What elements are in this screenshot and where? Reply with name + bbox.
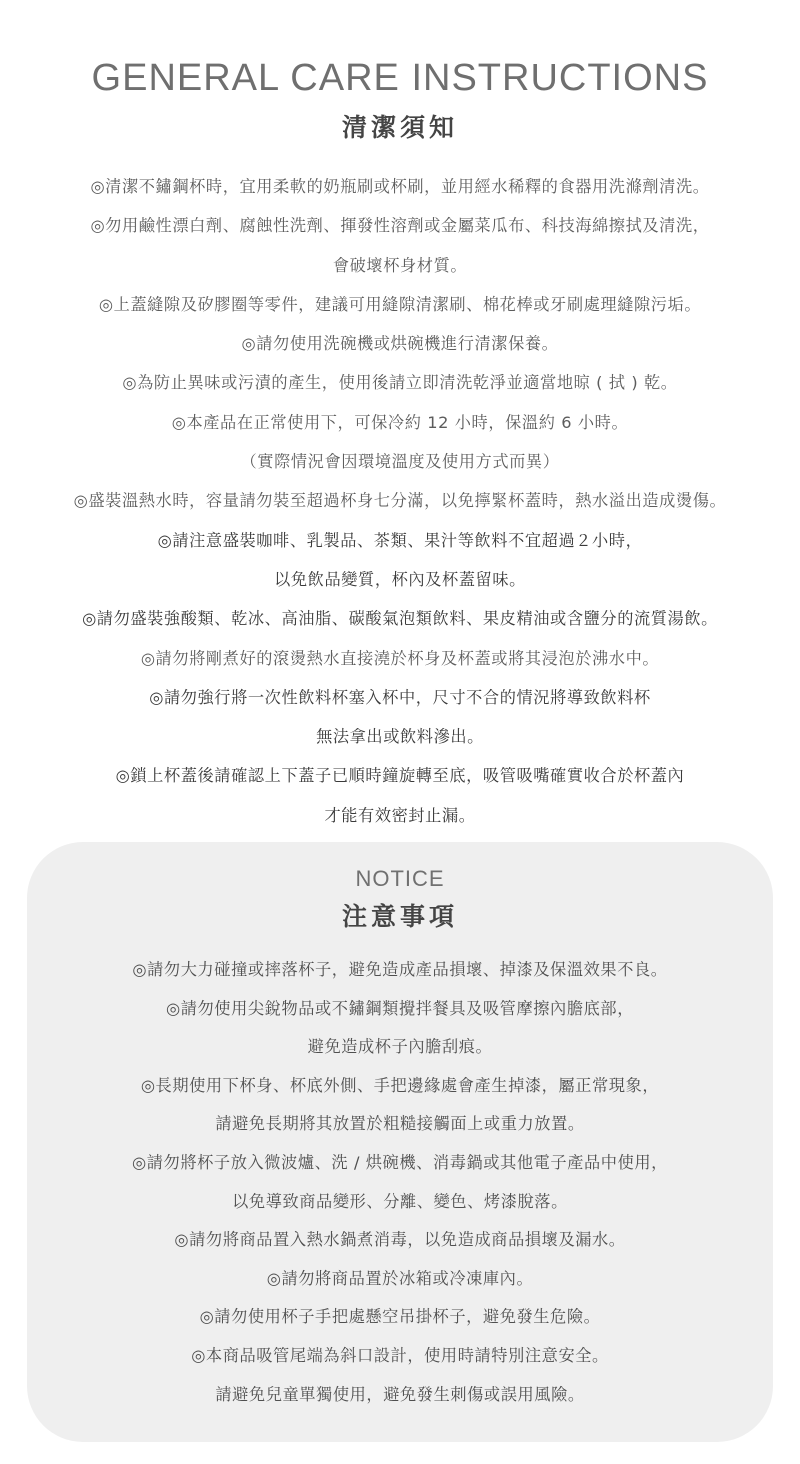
care-line: ◎上蓋縫隙及矽膠圈等零件，建議可用縫隙清潔刷、棉花棒或牙刷處理縫隙污垢。: [98, 294, 702, 314]
notice-subtitle: 注意事項: [341, 902, 458, 931]
care-instructions-title: GENERAL CARE INSTRUCTIONS: [91, 57, 709, 99]
notice-line: ◎長期使用下杯身、杯底外側、手把邊緣處會產生掉漆，屬正常現象，: [140, 1075, 660, 1095]
notice-title: NOTICE: [355, 866, 445, 891]
care-instructions-subtitle: 清潔須知: [341, 113, 458, 142]
care-line: ◎請勿將剛煮好的滾燙熱水直接澆於杯身及杯蓋或將其浸泡於沸水中。: [140, 648, 660, 668]
notice-line: 請避免兒童單獨使用，避免發生刺傷或誤用風險。: [215, 1384, 585, 1404]
notice-line: ◎請勿將商品置入熱水鍋煮消毒，以免造成商品損壞及漏水。: [174, 1230, 626, 1250]
notice-line: 以免導致商品變形、分離、變色、烤漆脫落。: [232, 1191, 568, 1211]
notice-list: [0, 951, 800, 1414]
care-line: 無法拿出或飲料滲出。: [316, 727, 484, 747]
notice-line: 避免造成杯子內膽刮痕。: [307, 1037, 493, 1057]
notice-line: ◎請勿大力碰撞或摔落杯子，避免造成產品損壞、掉漆及保溫效果不良。: [132, 960, 668, 979]
care-line: 以免飲品變質，杯內及杯蓋留味。: [274, 569, 526, 589]
care-line: ◎請注意盛裝咖啡、乳製品、茶類、果汁等飲料不宜超過２小時，: [157, 530, 643, 550]
care-line: ◎請勿使用洗碗機或烘碗機進行清潔保養。: [241, 334, 559, 354]
care-line: ◎請勿強行將一次性飲料杯塞入杯中，尺寸不合的情況將導致飲料杯: [149, 687, 651, 707]
notice-line: ◎請勿將商品置於冰箱或冷凍庫內。: [266, 1268, 534, 1288]
care-line: ◎盛裝溫熱水時，容量請勿裝至超過杯身七分滿，以免擰緊杯蓋時，熱水溢出造成燙傷。: [73, 491, 727, 511]
care-line: （實際情況會因環境溫度及使用方式而異）: [240, 452, 560, 472]
care-line: ◎本產品在正常使用下，可保冷約 12 小時，保溫約 6 小時。: [171, 412, 629, 432]
care-line: ◎清潔不鏽鋼杯時，宜用柔軟的奶瓶刷或杯刷，並用經水稀釋的食器用洗滌劑清洗。: [90, 177, 710, 196]
care-line: ◎鎖上杯蓋後請確認上下蓋子已順時鐘旋轉至底，吸管吸嘴確實收合於杯蓋內: [115, 766, 685, 786]
care-instructions-list: [0, 167, 800, 835]
care-line: ◎勿用鹼性漂白劑、腐蝕性洗劑、揮發性溶劑或金屬菜瓜布、科技海綿擦拭及清洗，: [90, 216, 710, 236]
notice-line: ◎請勿將杯子放入微波爐、洗 / 烘碗機、消毒鍋或其他電子產品中使用，: [132, 1152, 668, 1172]
care-line: ◎為防止異味或污漬的產生，使用後請立即清洗乾淨並適當地晾 ( 拭 ) 乾。: [122, 373, 678, 393]
care-line: 會破壞杯身材質。: [332, 255, 468, 275]
care-line: 才能有效密封止漏。: [324, 805, 476, 825]
notice-line: ◎請勿使用尖銳物品或不鏽鋼類攪拌餐具及吸管摩擦內膽底部，: [166, 998, 634, 1018]
care-line: ◎請勿盛裝強酸類、乾冰、高油脂、碳酸氣泡類飲料、果皮精油或含鹽分的流質湯飲。: [82, 609, 718, 629]
notice-line: ◎請勿使用杯子手把處懸空吊掛杯子，避免發生危險。: [199, 1307, 601, 1327]
notice-line: ◎本商品吸管尾端為斜口設計，使用時請特別注意安全。: [191, 1345, 609, 1365]
notice-line: 請避免長期將其放置於粗糙接觸面上或重力放置。: [215, 1114, 585, 1134]
